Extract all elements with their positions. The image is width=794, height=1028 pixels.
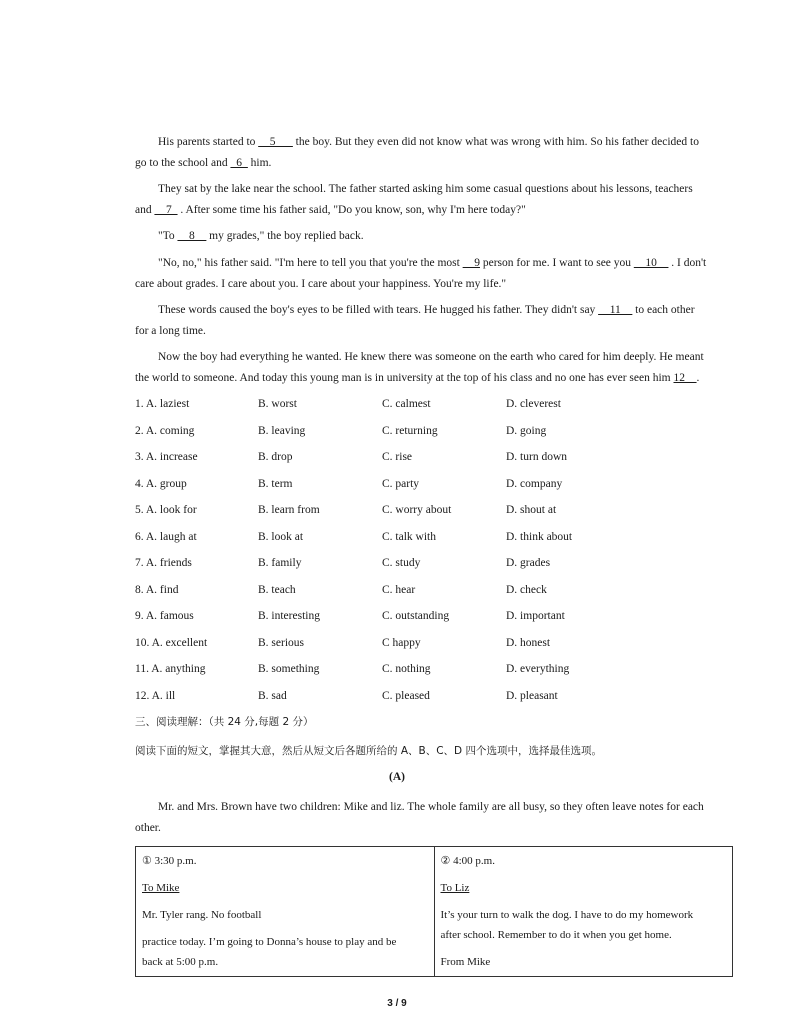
paragraph-2 <box>135 179 735 221</box>
option-d: D. company <box>506 478 563 490</box>
text: . <box>696 372 700 384</box>
page-number: 3 / 9 <box>387 998 407 1009</box>
note-cell-left <box>136 847 435 977</box>
option-d: D. shout at <box>506 504 557 516</box>
note-recipient: To Liz <box>440 882 470 894</box>
text: other. <box>135 822 161 834</box>
blank-7: __7_ <box>154 204 178 216</box>
option-a: 6. A. laugh at <box>135 531 197 543</box>
option-c: C. pleased <box>382 690 430 702</box>
option-d: D. turn down <box>506 451 568 463</box>
option-b: B. learn from <box>258 504 320 516</box>
text: These words caused the boy's eyes to be filled with tears. He hugged his father. They didn't say <box>158 304 599 316</box>
option-b: B. leaving <box>258 425 306 437</box>
option-a: 8. A. find <box>135 584 179 596</box>
option-d: D. everything <box>506 663 570 675</box>
note-text: Mr. Tyler rang. No football <box>142 909 262 921</box>
text: and <box>135 204 155 216</box>
option-b: B. term <box>258 478 293 490</box>
option-d: D. check <box>506 584 547 596</box>
option-b: B. something <box>258 663 320 675</box>
option-b: B. teach <box>258 584 296 596</box>
option-c: C. nothing <box>382 663 431 675</box>
option-c: C. worry about <box>382 504 452 516</box>
option-a: 7. A. friends <box>135 557 192 569</box>
option-a: 5. A. look for <box>135 504 197 516</box>
notes-table <box>135 846 733 977</box>
option-c: C. rise <box>382 451 413 463</box>
text: They sat by the lake near the school. The father started asking him some casual questions about his lessons, teachers <box>158 183 693 195</box>
option-a: 10. A. excellent <box>135 637 208 649</box>
option-c: C happy <box>382 637 421 649</box>
option-d: D. grades <box>506 557 551 569</box>
text: care about grades. I care about you. I care about your happiness. You're my life." <box>135 278 507 290</box>
note-text: It’s your turn to walk the dog. I have to do my homework <box>440 909 694 921</box>
option-b: B. interesting <box>258 610 320 622</box>
text: . I don't <box>668 257 707 269</box>
blank-9: __9 <box>462 257 480 269</box>
note-recipient: To Mike <box>142 882 180 894</box>
option-d: D. think about <box>506 531 573 543</box>
option-b: B. serious <box>258 637 304 649</box>
blank-8: __8__ <box>177 230 207 242</box>
option-b: B. family <box>258 557 302 569</box>
text: Mr. and Mrs. Brown have two children: Mike and liz. The whole family are all busy, so they often leave notes for each <box>158 801 704 813</box>
option-c: C. outstanding <box>382 610 450 622</box>
text: to each other <box>632 304 695 316</box>
note-cell-right <box>434 847 733 977</box>
option-d: D. going <box>506 425 547 437</box>
text: Now the boy had everything he wanted. He knew there was someone on the earth who cared for him deeply. He meant <box>158 351 704 363</box>
text: him. <box>247 157 272 169</box>
note-time: ① 3:30 p.m. <box>142 855 197 867</box>
option-c: C. hear <box>382 584 416 596</box>
option-a: 4. A. group <box>135 478 187 490</box>
option-a: 11. A. anything <box>135 663 206 675</box>
section-instruction: 阅读下面的短文，掌握其大意，然后从短文后各题所给的 A、B、C、D 四个选项中，选择最佳选项。 <box>135 745 602 757</box>
section-heading: 三、阅读理解：（共 24 分,每题 2 分） <box>135 716 314 728</box>
text: His parents started to <box>158 136 259 148</box>
option-c: C. talk with <box>382 531 436 543</box>
text: "No, no," his father said. "I'm here to tell you that you're the most <box>158 257 463 269</box>
text: the world to someone. And today this young man is in university at the top of his class and no one has ever seen him <box>135 372 674 384</box>
text: "To <box>158 230 178 242</box>
text: . After some time his father said, "Do you know, son, why I'm here today?" <box>177 204 526 216</box>
option-a: 2. A. coming <box>135 425 195 437</box>
note-signature: From Mike <box>440 956 491 968</box>
text: the boy. But they even did not know what was wrong with him. So his father decided to <box>292 136 699 148</box>
text: my grades," the boy replied back. <box>206 230 364 242</box>
note-text: after school. Remember to do it when you get home. <box>440 929 672 941</box>
paragraph-3 <box>135 226 735 247</box>
option-d: D. honest <box>506 637 551 649</box>
text: go to the school and <box>135 157 231 169</box>
option-a: 12. A. ill <box>135 690 176 702</box>
option-a: 3. A. increase <box>135 451 198 463</box>
option-a: 1. A. laziest <box>135 398 190 410</box>
paragraph-6 <box>135 347 735 389</box>
option-d: D. pleasant <box>506 690 558 702</box>
note-text: practice today. I’m going to Donna’s house to play and be <box>142 936 397 948</box>
part-label: (A) <box>389 771 405 783</box>
paragraph-1 <box>135 132 735 174</box>
blank-11: __11__ <box>598 304 633 316</box>
blank-5: __5___ <box>258 136 293 148</box>
text: for a long time. <box>135 325 206 337</box>
option-c: C. study <box>382 557 421 569</box>
note-text: back at 5:00 p.m. <box>142 956 219 968</box>
option-b: B. drop <box>258 451 293 463</box>
text: person for me. I want to see you <box>479 257 634 269</box>
blank-6: _6_ <box>230 157 248 169</box>
option-b: B. worst <box>258 398 297 410</box>
paragraph-4 <box>135 253 735 295</box>
option-a: 9. A. famous <box>135 610 194 622</box>
option-d: D. important <box>506 610 565 622</box>
paragraph-5 <box>135 300 735 342</box>
option-d: D. cleverest <box>506 398 561 410</box>
option-c: C. returning <box>382 425 438 437</box>
blank-10: __10__ <box>633 257 669 269</box>
option-b: B. look at <box>258 531 304 543</box>
note-time: ② 4:00 p.m. <box>440 855 495 867</box>
option-b: B. sad <box>258 690 287 702</box>
blank-12: 12__ <box>673 372 697 384</box>
reading-intro <box>135 797 735 839</box>
option-c: C. party <box>382 478 420 490</box>
option-c: C. calmest <box>382 398 431 410</box>
